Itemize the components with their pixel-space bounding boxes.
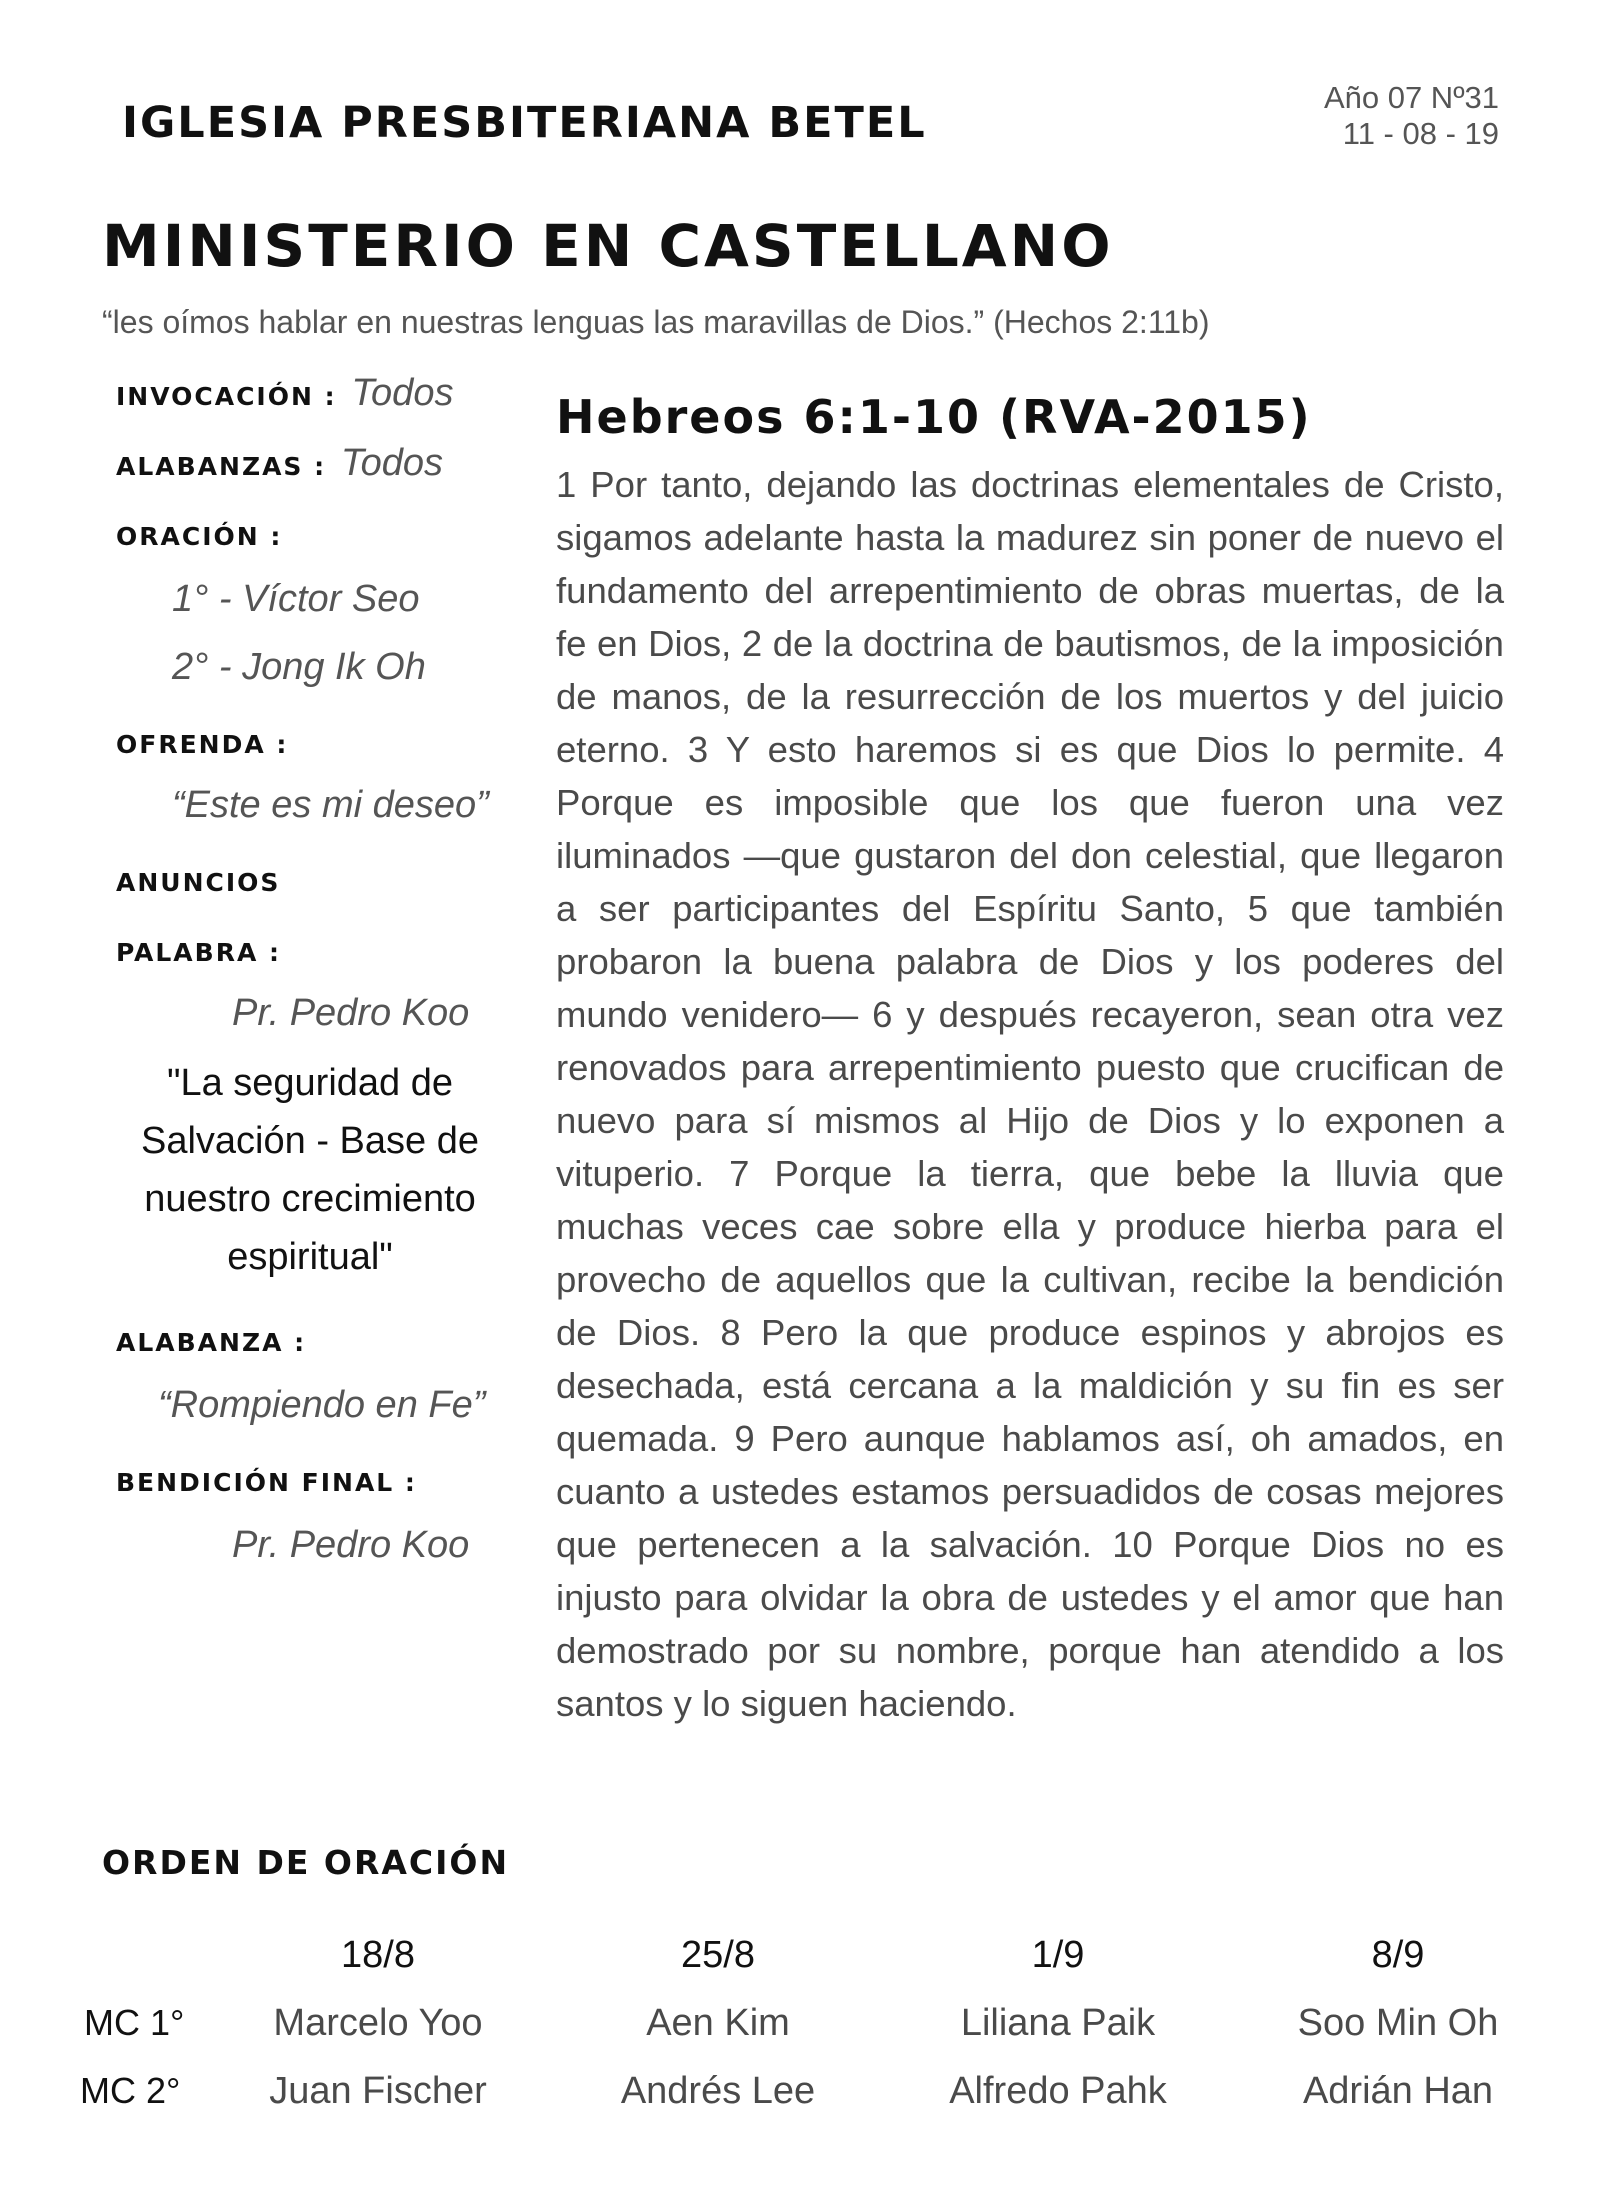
ofrenda-value: “Este es mi deseo” — [172, 784, 489, 826]
prayer-date: 8/9 — [1371, 1934, 1425, 1976]
ministry-title: MINISTERIO EN CASTELLANO — [102, 212, 1114, 280]
prayer-name: Alfredo Pahk — [949, 2070, 1167, 2112]
prayer-name: Marcelo Yoo — [273, 2002, 483, 2044]
prayer-name: Adrián Han — [1302, 2070, 1494, 2112]
bendicion-value: Pr. Pedro Koo — [232, 1524, 470, 1566]
alabanzas-row — [116, 442, 443, 485]
issue-date: 11 - 08 - 19 — [1342, 116, 1499, 151]
prayer-name: Juan Fischer — [269, 2070, 487, 2112]
prayer-order-title: ORDEN DE ORACIÓN — [102, 1843, 510, 1882]
scripture-title: Hebreos 6:1-10 (RVA-2015) — [556, 390, 1312, 444]
prayer-row-label: MC 2° — [80, 2070, 181, 2111]
prayer-name: Soo Min Oh — [1297, 2002, 1499, 2044]
palabra-preacher: Pr. Pedro Koo — [232, 992, 470, 1034]
invocacion-label: INVOCACIÓN : — [116, 382, 337, 411]
church-name: IGLESIA PRESBITERIANA BETEL — [122, 98, 927, 148]
prayer-date: 25/8 — [681, 1934, 755, 1976]
palabra-label: PALABRA : — [116, 938, 282, 967]
prayer-name: Aen Kim — [646, 2002, 790, 2044]
oracion-first: 1° - Víctor Seo — [172, 578, 420, 620]
oracion-second: 2° - Jong Ik Oh — [172, 646, 426, 688]
prayer-date: 1/9 — [1031, 1934, 1085, 1976]
issue-number: Año 07 Nº31 — [1323, 80, 1499, 115]
prayer-row-label: MC 1° — [84, 2002, 185, 2043]
prayer-name: Liliana Paik — [960, 2002, 1156, 2044]
alabanzas-label: ALABANZAS : — [116, 452, 327, 481]
issue-info — [1324, 80, 1499, 152]
invocacion-row — [116, 372, 453, 415]
prayer-date: 18/8 — [341, 1934, 415, 1976]
scripture-text: 1 Por tanto, dejando las doctrinas elementales de Cristo, sigamos adelante hasta la madurez sin poner de nuevo el fundamento del arrepentimiento de obras muertas, de la fe en Dios, 2 de la doctrina de bautismos, de la imposición de manos, de la resurrección de los muertos y del juicio eterno. 3 Y esto haremos si es que Dios lo permite. 4 Porque es imposible que los que fueron una vez iluminados —que gustaron del don celestial, que llegaron a ser participantes del Espíritu Santo, 5 que también probaron la buena palabra de Dios y los poderes del mundo venidero— 6 y después recayeron, sean otra vez renovados para arrepentimiento puesto que crucifican de nuevo para sí mismos al Hijo de Dios y lo exponen a vituperio. 7 Porque la tierra, que bebe la lluvia que muchas veces cae sobre ella y produce hierba para el provecho de aquellos que la cultivan, recibe la bendición de Dios. 8 Pero la que produce espinos y abrojos es desechada, está cercana a la maldición y su fin es ser quemada. 9 Pero aunque hablamos así, oh amados, en cuanto a ustedes estamos persuadidos de cosas mejores que pertenecen a la salvación. 10 Porque Dios no es injusto para olvidar la obra de ustedes y el amor que han demostrado por su nombre, porque han atendido a los santos y lo siguen haciendo. — [556, 464, 1504, 1724]
ofrenda-label: OFRENDA : — [116, 730, 289, 759]
alabanzas-value: Todos — [340, 442, 443, 484]
bendicion-label: BENDICIÓN FINAL : — [116, 1468, 417, 1497]
sermon-title: "La seguridad de Salvación - Base de nuestro crecimiento espiritual" — [141, 1062, 479, 1278]
header-quote: “les oímos hablar en nuestras lenguas las maravillas de Dios.” (Hechos 2:11b) — [102, 304, 1210, 340]
alabanza-value: “Rompiendo en Fe” — [158, 1384, 486, 1426]
invocacion-value: Todos — [351, 372, 454, 414]
prayer-name: Andrés Lee — [620, 2070, 816, 2112]
alabanza-label: ALABANZA : — [116, 1328, 307, 1357]
anuncios-label: ANUNCIOS — [116, 868, 281, 897]
oracion-label: ORACIÓN : — [116, 522, 283, 551]
